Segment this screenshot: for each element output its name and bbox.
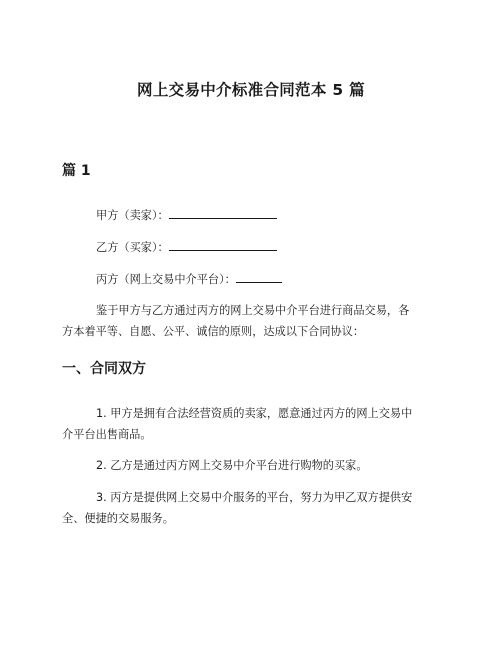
- item-2-line-1: 2. 乙方是通过丙方网上交易中介平台进行购物的买家。: [96, 459, 368, 472]
- document-title: 网上交易中介标准合同范本 5 篇: [137, 81, 365, 99]
- item-1-line-1: 1. 甲方是拥有合法经营资质的卖家，愿意通过丙方的网上交易中: [96, 407, 413, 420]
- part-heading: 篇 1: [62, 163, 91, 179]
- item-3-line-1: 3. 丙方是提供网上交易中介服务的平台，努力为甲乙双方提供安: [96, 491, 413, 504]
- section-heading: 一、合同双方: [62, 361, 146, 377]
- party-b-blank: [169, 238, 277, 251]
- item-1-line-2: 介平台出售商品。: [62, 428, 152, 441]
- party-a-blank: [169, 206, 277, 219]
- party-c-label: 丙方（网上交易中介平台）：: [96, 273, 236, 286]
- party-a-label: 甲方（卖家）：: [96, 209, 169, 222]
- party-b-label: 乙方（买家）：: [96, 241, 169, 254]
- preamble-line-2: 方本着平等、自愿、公平、诚信的原则，达成以下合同协议：: [62, 325, 365, 338]
- party-b-line: [96, 238, 277, 258]
- party-c-blank: [236, 270, 282, 283]
- party-a-line: [96, 206, 277, 226]
- item-3-line-2: 全、便捷的交易服务。: [62, 512, 174, 525]
- party-c-line: [96, 270, 282, 290]
- preamble-line-1: 鉴于甲方与乙方通过丙方的网上交易中介平台进行商品交易，各: [96, 304, 410, 317]
